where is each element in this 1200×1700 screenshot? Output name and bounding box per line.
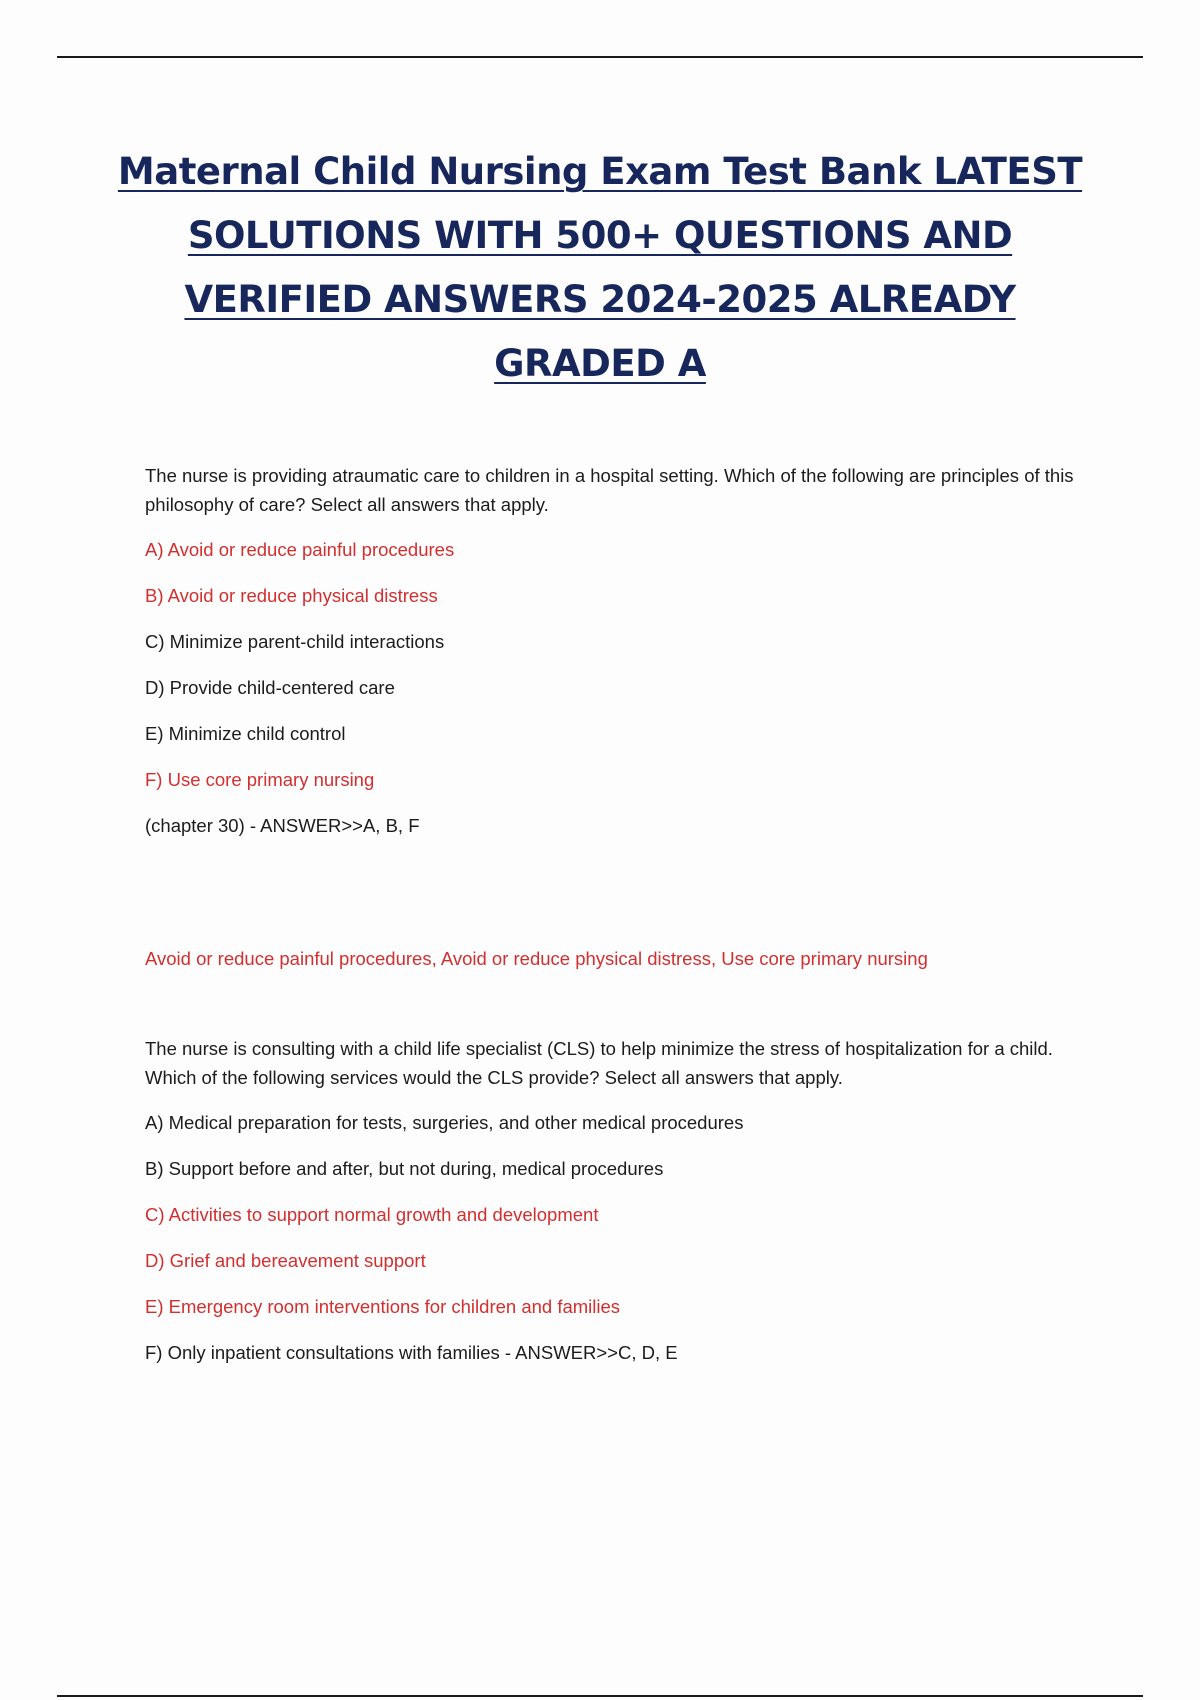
title-line-3: VERIFIED ANSWERS 2024-2025 ALREADY — [184, 278, 1016, 321]
question-1-option-f: F) Use core primary nursing — [145, 769, 375, 790]
question-1-option-a: A) Avoid or reduce painful procedures — [145, 539, 455, 560]
question-1-answer: (chapter 30) - ANSWER>>A, B, F — [145, 815, 420, 836]
question-1-stem: The nurse is providing atraumatic care to children in a hospital setting. Which of the following are principles of this philosophy of care? Select all answers that apply. — [145, 465, 1074, 515]
question-2-option-d: D) Grief and bereavement support — [145, 1250, 426, 1271]
question-1-option-b: B) Avoid or reduce physical distress — [145, 585, 438, 606]
question-1-option-d: D) Provide child-centered care — [145, 677, 395, 698]
question-2-option-c: C) Activities to support normal growth and development — [145, 1204, 599, 1225]
title-line-4: GRADED A — [494, 342, 706, 385]
question-2-option-b: B) Support before and after, but not during, medical procedures — [145, 1158, 664, 1179]
question-2-option-a: A) Medical preparation for tests, surgeries, and other medical procedures — [145, 1112, 744, 1133]
top-rule — [57, 56, 1143, 58]
title-line-1: Maternal Child Nursing Exam Test Bank LATEST — [117, 150, 1083, 193]
title-line-2: SOLUTIONS WITH 500+ QUESTIONS AND — [187, 214, 1013, 257]
question-1-answer-summary: Avoid or reduce painful procedures, Avoid or reduce physical distress, Use core primary nursing — [145, 948, 928, 969]
question-2-option-f: F) Only inpatient consultations with families - ANSWER>>C, D, E — [145, 1342, 678, 1363]
question-2-stem: The nurse is consulting with a child life specialist (CLS) to help minimize the stress of hospitalization for a child. Which of the following services would the CLS provide? Select all answers that apply. — [145, 1038, 1053, 1088]
document-title — [100, 140, 1100, 396]
question-1-option-c: C) Minimize parent-child interactions — [145, 631, 445, 652]
question-1 — [145, 461, 1095, 840]
question-1-option-e: E) Minimize child control — [145, 723, 346, 744]
question-2 — [145, 1034, 1095, 1384]
question-2-option-e: E) Emergency room interventions for children and families — [145, 1296, 621, 1317]
bottom-rule — [57, 1695, 1143, 1697]
